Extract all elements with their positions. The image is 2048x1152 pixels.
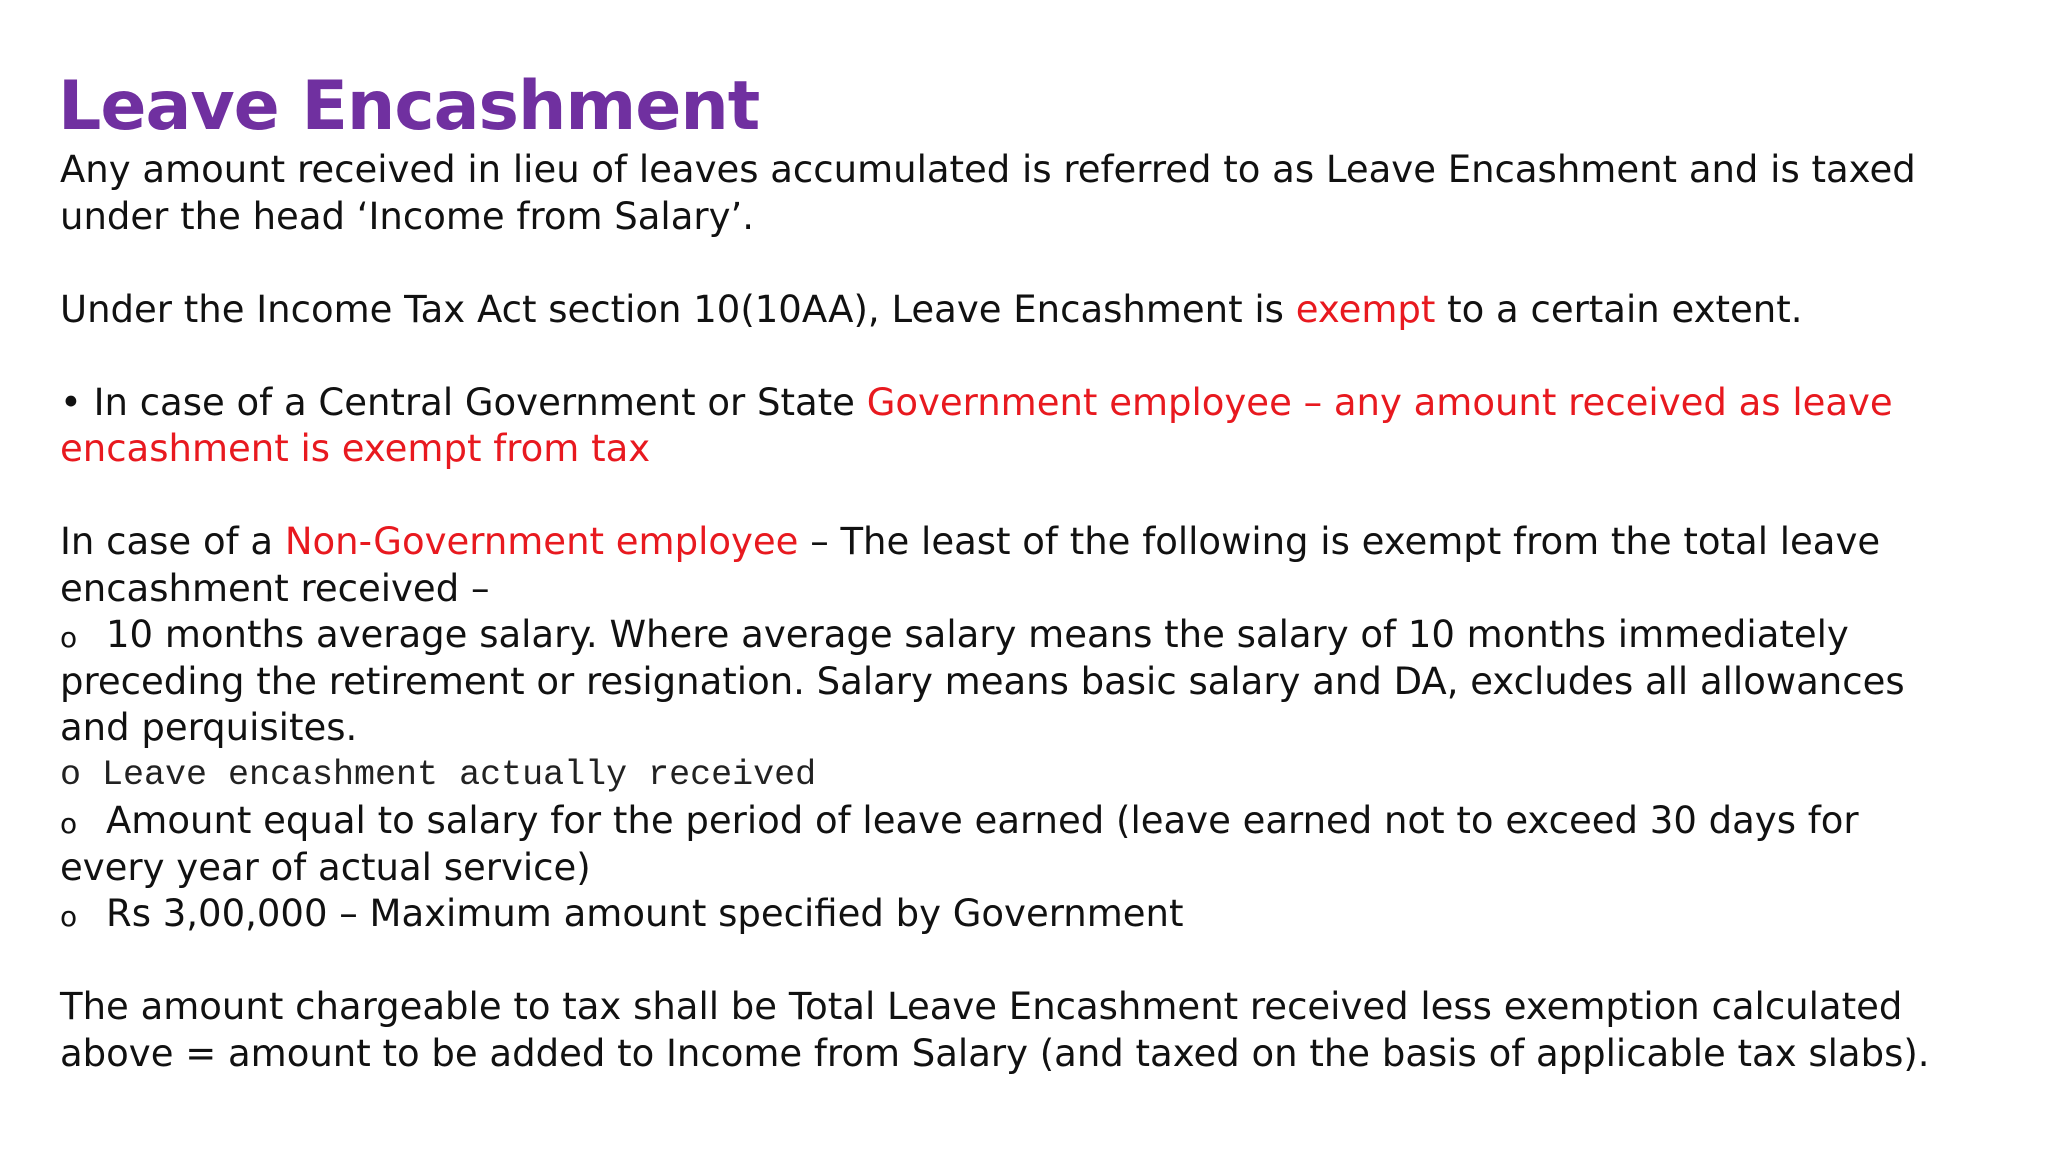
section-text-end: to a certain extent. bbox=[1435, 287, 1803, 331]
list-item-average-salary-line-2: preceding the retirement or resignation. Salary means basic salary and DA, excludes all allowances bbox=[60, 659, 1905, 703]
list-item-text: 10 months average salary. Where average salary means the salary of 10 months immediately bbox=[106, 613, 1849, 656]
list-bullet: o bbox=[60, 807, 78, 840]
non-government-highlight: Non-Government employee bbox=[284, 520, 799, 563]
conclusion-line-1: The amount chargeable to tax shall be Total Leave Encashment received less exemption calculated bbox=[60, 985, 1903, 1028]
list-item-text: Rs 3,00,000 – Maximum amount specified by Government bbox=[106, 892, 1184, 935]
list-item-amount-equal-line-1 bbox=[60, 798, 2020, 845]
spacer bbox=[60, 333, 2020, 380]
list-item-average-salary-line-1 bbox=[60, 612, 2020, 659]
conclusion-line-2: above = amount to be added to Income from Salary (and taxed on the basis of applicable tax slabs). bbox=[60, 1031, 1930, 1075]
list-item-text: Amount equal to salary for the period of leave earned (leave earned not to exceed 30 days for bbox=[106, 799, 1859, 842]
exempt-highlight: exempt bbox=[1295, 287, 1436, 331]
list-item-maximum-amount bbox=[60, 891, 2020, 938]
spacer bbox=[60, 473, 2020, 520]
slide-body bbox=[60, 147, 2020, 1077]
list-bullet: o bbox=[60, 900, 78, 933]
non-government-line-2: encashment received – bbox=[60, 566, 490, 610]
government-bullet-text: • In case of a Central Government or State bbox=[60, 380, 867, 424]
list-item-average-salary-line-3: and perquisites. bbox=[60, 706, 358, 749]
non-government-line-1 bbox=[60, 519, 2020, 566]
paragraph-section bbox=[60, 287, 2020, 334]
government-bullet-line-2: encashment is exempt from tax bbox=[60, 427, 651, 470]
non-government-text-end: – The least of the following is exempt from the total leave bbox=[798, 520, 1881, 563]
paragraph-intro-line-2: under the head ‘Income from Salary’. bbox=[60, 194, 755, 238]
slide-title: Leave Encashment bbox=[58, 67, 760, 146]
government-bullet-line-1 bbox=[60, 380, 2020, 427]
spacer bbox=[60, 240, 2020, 287]
list-item-amount-equal-line-2: every year of actual service) bbox=[60, 845, 591, 889]
government-highlight: Government employee – any amount received as leave bbox=[866, 380, 1893, 424]
list-bullet: o bbox=[60, 621, 78, 654]
non-government-text: In case of a bbox=[60, 520, 285, 563]
section-text: Under the Income Tax Act section 10(10AA), Leave Encashment is bbox=[60, 287, 1296, 331]
spacer bbox=[60, 938, 2020, 985]
list-item-actually-received: o Leave encashment actually received bbox=[60, 754, 817, 795]
paragraph-intro-line-1: Any amount received in lieu of leaves accumulated is referred to as Leave Encashment and is taxed bbox=[60, 148, 1916, 191]
